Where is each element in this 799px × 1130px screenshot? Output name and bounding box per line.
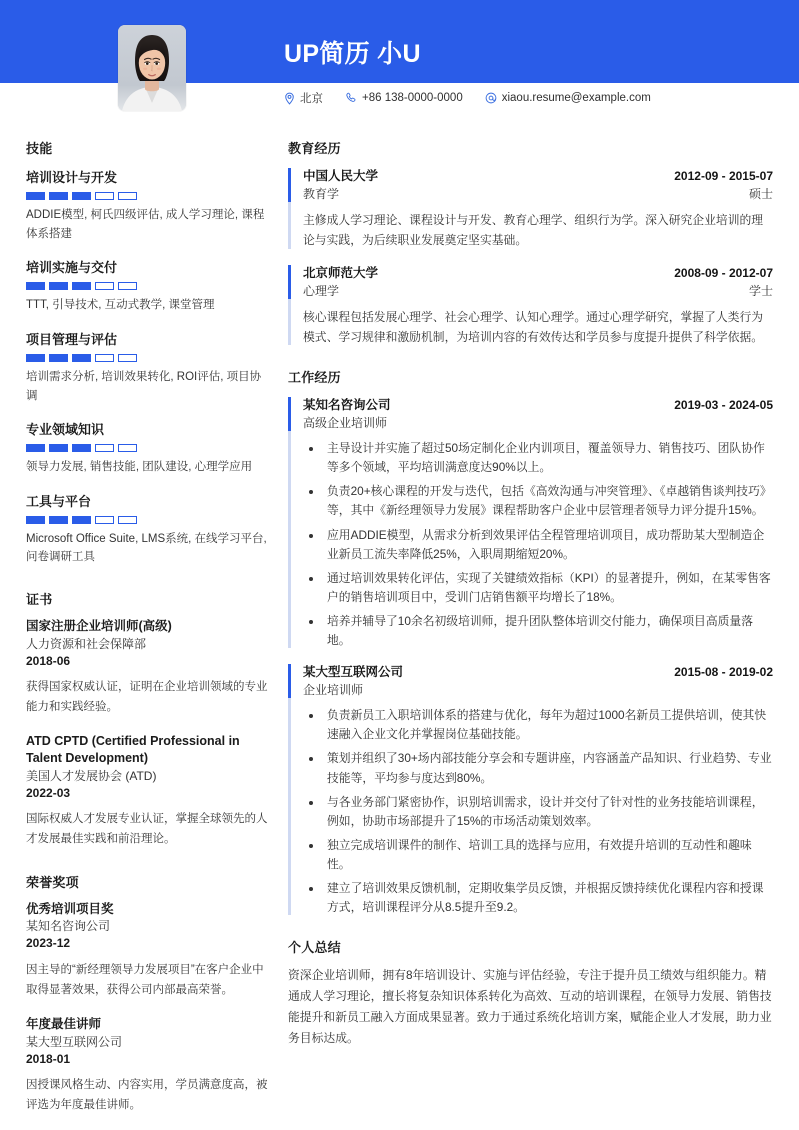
skill-rating-segment — [26, 282, 45, 290]
skill-rating-segment — [72, 516, 91, 524]
award-item-description: 因授课风格生动、内容实用，学员满意度高，被评选为年度最佳讲师。 — [26, 1079, 268, 1112]
work-bullet-item: • 负责20+核心课程的开发与迭代，包括《高效沟通与冲突管理》、《卓越销售谈判技巧》等，其中《新经理领导力发展》课程帮助客户企业中层管理者领导力评分提升15%。 — [323, 482, 773, 520]
certificate-item-name: 国家注册企业培训师(高级) — [26, 619, 172, 633]
work-bullet-item: • 应用ADDIE模型，从需求分析到效果评估全程管理培训项目，成功帮助某大型制造企业新员工流失率降低25%，入职周期缩短20%。 — [323, 526, 773, 564]
education-entry — [288, 166, 773, 251]
education-degree: 硕士 — [748, 187, 773, 201]
work-entry-subheader — [303, 414, 773, 431]
skill-description: TTT, 引导技术, 互动式教学, 课堂管理 — [26, 299, 215, 312]
certificate-item-description: 获得国家权威认证，证明在企业培训领域的专业能力和实践经验。 — [26, 681, 268, 714]
skill-rating-segment — [26, 192, 45, 200]
work-entry-header — [303, 662, 773, 680]
certificate-item-org: 人力资源和社会保障部 — [26, 636, 147, 651]
certificate-item-date: 2018-06 — [26, 653, 71, 668]
education-date: 2008-09 - 2012-07 — [674, 265, 773, 280]
contact-email — [485, 92, 651, 104]
work-bullet-item: • 与各业务部门紧密协作，识别培训需求，设计并交付了针对性的业务技能培训课程，例如，协助市场部提升了15%的市场活动策划效率。 — [323, 793, 773, 831]
section-heading-awards: 荣誉奖项 — [26, 874, 79, 890]
education-date: 2012-09 - 2015-07 — [674, 169, 773, 183]
work-bullet-item: • 主导设计并实施了超过50场定制化企业内训项目，覆盖领导力、销售技巧、团队协作等多个领域，平均培训满意度达90%以上。 — [323, 439, 773, 477]
contact-location-text: 北京 — [300, 93, 323, 105]
phone-icon — [345, 92, 357, 104]
education-description: 核心课程包括发展心理学、社会心理学、认知心理学。通过心理学研究，掌握了人类行为模式、学习规律和激励机制，为培训内容的有效传达和学员参与度提升提供了科学依据。 — [303, 309, 764, 344]
education-list — [288, 166, 773, 347]
skill-rating — [26, 444, 270, 452]
skill-rating-segment — [72, 282, 91, 290]
skill-rating-segment — [72, 192, 91, 200]
skill-rating-segment — [26, 516, 45, 524]
main-column — [288, 138, 773, 1049]
skill-rating-segment — [95, 516, 114, 524]
contact-phone-text: +86 138-0000-0000 — [362, 92, 463, 104]
skill-description: 培训需求分析, 培训效果转化, ROI评估, 项目协调 — [26, 370, 262, 402]
work-bullet-item: • 培养并辅导了10余名初级培训师，提升团队整体培训交付能力，确保项目高质量落地。 — [323, 612, 773, 650]
contact-email-text: xiaou.resume@example.com — [501, 92, 651, 104]
award-item-date: 2018-01 — [26, 1051, 71, 1066]
skill-rating — [26, 516, 270, 524]
education-description: 主修成人学习理论、课程设计与开发、教育心理学、组织行为学。深入研究企业培训的理论与实践，为后续职业发展奠定坚实基础。 — [303, 213, 764, 248]
skill-description: Microsoft Office Suite, LMS系统, 在线学习平台, 问卷调研工具 — [26, 532, 267, 564]
skill-rating-segment — [72, 354, 91, 362]
skill-name: 工具与平台 — [26, 493, 92, 509]
education-major: 教育学 — [303, 187, 340, 201]
section-heading-summary: 个人总结 — [288, 940, 341, 956]
skill-item — [26, 257, 270, 315]
skill-rating-segment — [49, 192, 68, 200]
skill-item — [26, 167, 270, 243]
skill-rating-segment — [95, 282, 114, 290]
skill-rating-segment — [49, 516, 68, 524]
entry-accent-bar — [288, 168, 291, 249]
certificate-item-description: 国际权威人才发展专业认证，掌握全球领先的人才发展最佳实践和前沿理论。 — [26, 813, 268, 846]
work-list — [288, 395, 773, 917]
certificate-item-org: 美国人才发展协会 (ATD) — [26, 768, 157, 783]
certificate-item — [26, 733, 270, 849]
work-entry-subheader — [303, 681, 773, 698]
work-entry-header — [303, 395, 773, 413]
skills-list — [26, 167, 270, 567]
skill-name: 专业领域知识 — [26, 422, 105, 438]
skill-rating-segment — [118, 444, 137, 452]
education-entry — [288, 263, 773, 348]
entry-accent-bar — [288, 664, 291, 915]
work-bullet-item: • 负责新员工入职培训体系的搭建与优化，每年为超过1000名新员工提供培训，使其快速融入企业文化并掌握岗位基础技能。 — [323, 706, 773, 744]
contact-location — [284, 90, 323, 106]
skill-item — [26, 419, 270, 477]
work-bullet-list — [303, 706, 773, 917]
page-title: UP简历 小U — [284, 40, 421, 68]
entry-accent-bar — [288, 265, 291, 346]
work-entry — [288, 662, 773, 917]
education-school: 中国人民大学 — [303, 169, 379, 183]
skill-name: 项目管理与评估 — [26, 331, 118, 347]
at-sign-icon — [485, 92, 497, 104]
skill-rating-segment — [95, 354, 114, 362]
work-company: 某知名咨询公司 — [303, 398, 391, 413]
sidebar-column — [26, 138, 270, 1130]
education-entry-header — [303, 166, 773, 184]
education-degree: 学士 — [748, 283, 773, 298]
section-heading-work: 工作经历 — [288, 370, 341, 386]
skill-rating-segment — [26, 444, 45, 452]
skill-rating-segment — [118, 282, 137, 290]
education-entry-header — [303, 263, 773, 281]
education-entry-subheader — [303, 185, 773, 202]
work-date: 2019-03 - 2024-05 — [674, 398, 773, 413]
summary-text: 资深企业培训师，拥有8年培训设计、实施与评估经验，专注于提升员工绩效与组织能力。精通成人学习理论，擅长将复杂知识体系转化为高效、互动的培训课程，在领导力发展、销售技能提升和新员工融入方面成果显著。致力于通过系统化培训方案，赋能企业人才发展，助力业务目标达成。 — [288, 968, 772, 1046]
skill-item — [26, 329, 270, 405]
contact-bar — [284, 90, 651, 106]
certificate-item — [26, 618, 270, 717]
skill-rating — [26, 354, 270, 362]
skill-rating-segment — [95, 192, 114, 200]
award-item-description: 因主导的“新经理领导力发展项目”在客户企业中取得显著效果，获得公司内部最高荣誉。 — [26, 963, 264, 996]
skill-rating-segment — [26, 354, 45, 362]
skill-rating-segment — [49, 282, 68, 290]
skill-rating-segment — [49, 354, 68, 362]
skill-rating — [26, 282, 270, 290]
award-item-date: 2023-12 — [26, 936, 71, 951]
award-item-org: 某知名咨询公司 — [26, 919, 111, 934]
location-pin-icon — [284, 92, 295, 105]
skill-rating-segment — [95, 444, 114, 452]
education-entry-subheader — [303, 282, 773, 299]
work-role: 高级企业培训师 — [303, 416, 388, 431]
award-item — [26, 901, 270, 1000]
skill-rating-segment — [72, 444, 91, 452]
education-major: 心理学 — [303, 283, 340, 298]
education-school: 北京师范大学 — [303, 265, 379, 280]
certificates-list — [26, 618, 270, 850]
award-item-name: 年度最佳讲师 — [26, 1016, 102, 1031]
skill-rating-segment — [118, 516, 137, 524]
skill-description: ADDIE模型, 柯氏四级评估, 成人学习理论, 课程体系搭建 — [26, 209, 265, 240]
work-bullet-item: • 建立了培训效果反馈机制，定期收集学员反馈，并根据反馈持续优化课程内容和授课方式，培训课程评分从8.5提升至9.2。 — [323, 879, 773, 917]
award-item-org: 某大型互联网公司 — [26, 1034, 123, 1049]
skill-name: 培训设计与开发 — [26, 170, 118, 185]
entry-accent-bar — [288, 397, 291, 648]
skill-item — [26, 491, 270, 567]
work-company: 某大型互联网公司 — [303, 665, 404, 680]
section-heading-certificates: 证书 — [26, 592, 53, 607]
award-item-name: 优秀培训项目奖 — [26, 901, 114, 916]
work-date: 2015-08 - 2019-02 — [674, 665, 773, 680]
certificate-item-date: 2022-03 — [26, 785, 71, 800]
award-item — [26, 1016, 270, 1115]
certificate-item-name: ATD CPTD (Certified Professional in Talent Development) — [26, 734, 240, 766]
skill-description: 领导力发展, 销售技能, 团队建设, 心理学应用 — [26, 461, 253, 474]
work-bullet-item: • 独立完成培训课件的制作、培训工具的选择与应用，有效提升培训的互动性和趣味性。 — [323, 836, 773, 874]
section-heading-skills: 技能 — [26, 141, 53, 156]
work-bullet-list — [303, 439, 773, 650]
contact-phone — [345, 92, 463, 104]
work-role: 企业培训师 — [303, 683, 364, 698]
section-heading-education: 教育经历 — [288, 141, 341, 156]
skill-rating-segment — [49, 444, 68, 452]
awards-list — [26, 901, 270, 1116]
skill-rating-segment — [118, 354, 137, 362]
work-entry — [288, 395, 773, 650]
skill-rating-segment — [118, 192, 137, 200]
work-bullet-item: • 策划并组织了30+场内部技能分享会和专题讲座，内容涵盖产品知识、行业趋势、专业技能等，平均参与度达到80%。 — [323, 749, 773, 787]
skill-name: 培训实施与交付 — [26, 260, 118, 276]
work-bullet-item: • 通过培训效果转化评估，实现了关键绩效指标（KPI）的显著提升，例如，在某零售客户的销售培训项目中，受训门店销售额平均增长了18%。 — [323, 569, 773, 607]
portrait-photo — [118, 25, 186, 111]
skill-rating — [26, 192, 270, 200]
